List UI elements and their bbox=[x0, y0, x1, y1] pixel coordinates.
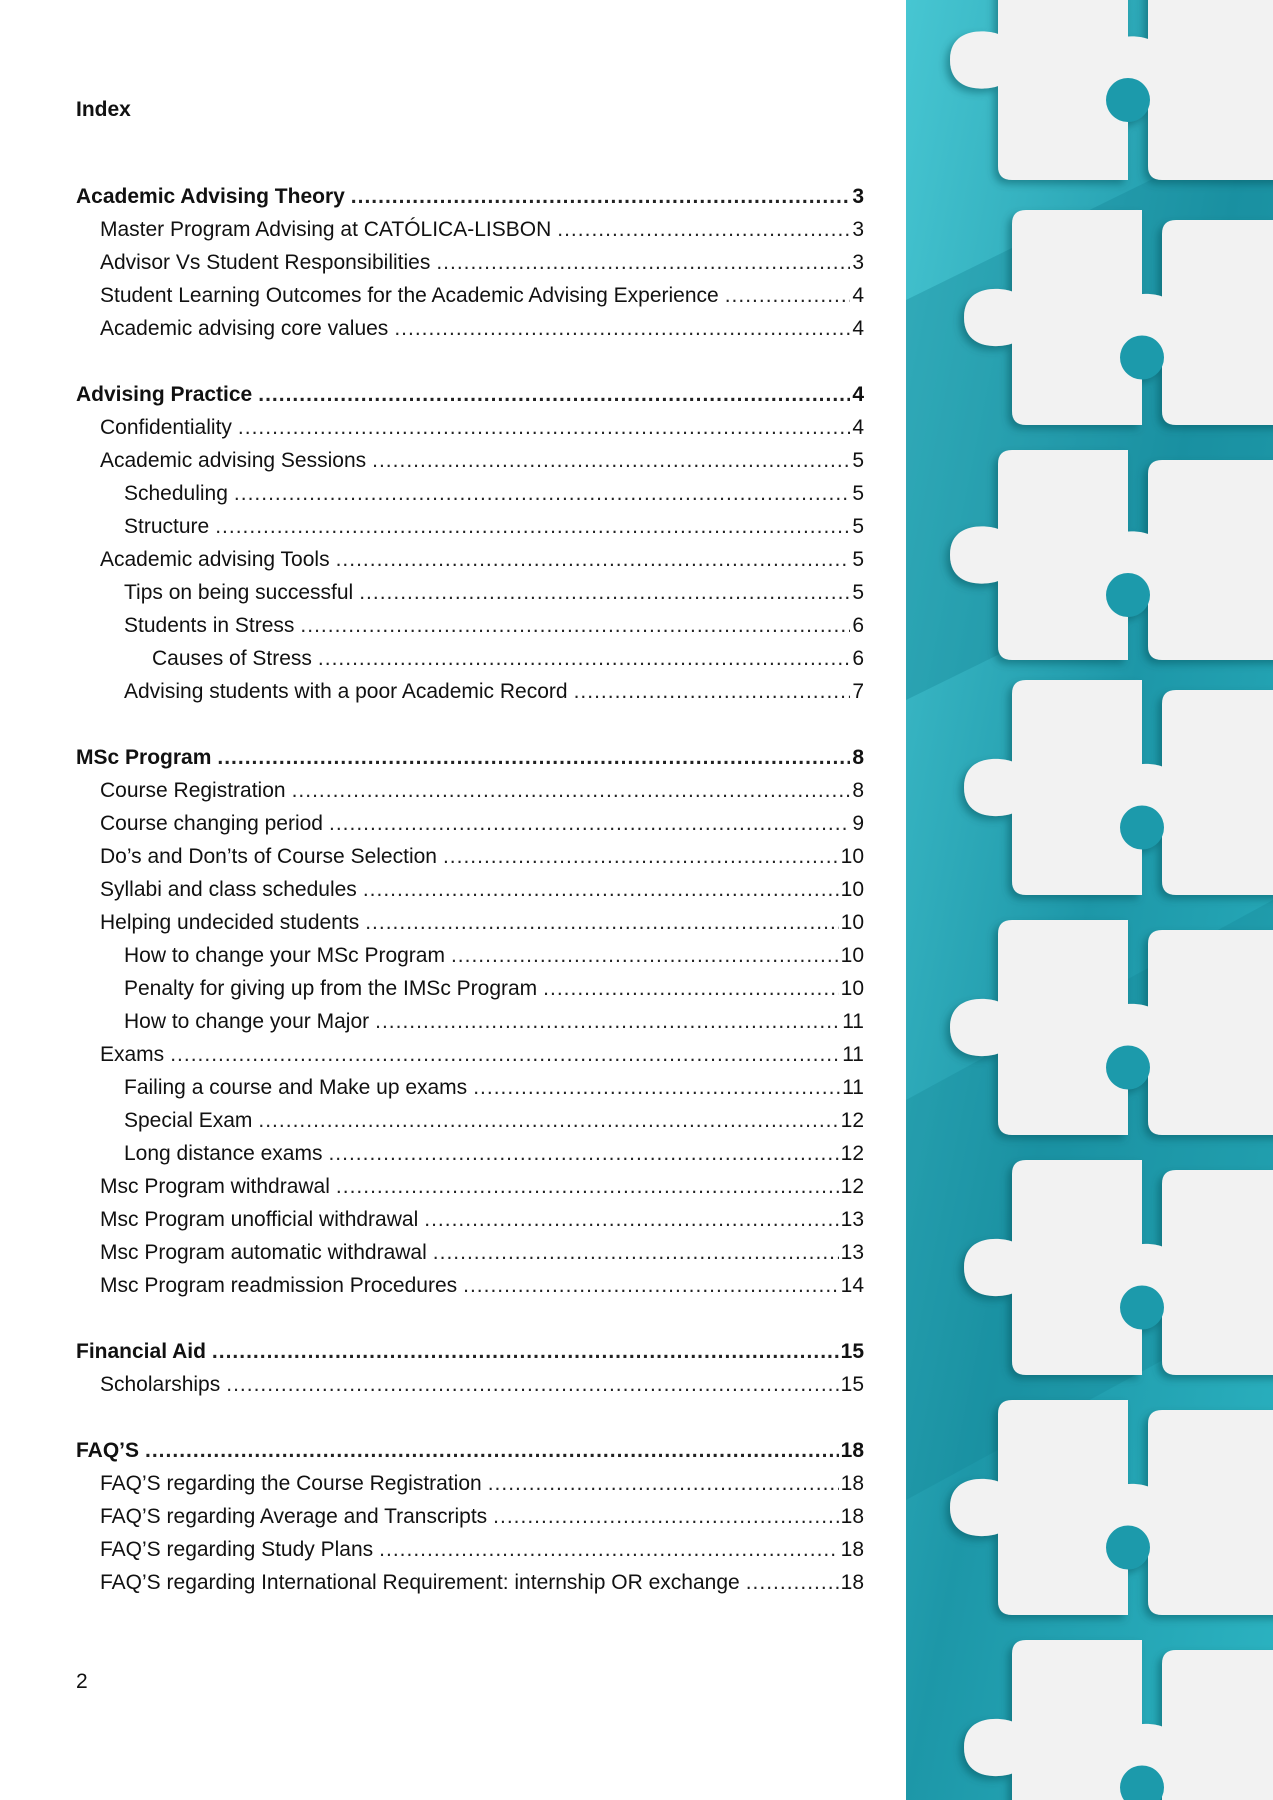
toc-entry[interactable] bbox=[76, 642, 864, 675]
toc-entry-label: Syllabi and class schedules bbox=[100, 878, 357, 901]
toc-entry[interactable] bbox=[76, 510, 864, 543]
table-of-contents bbox=[76, 96, 864, 1599]
toc-page-number: 3 bbox=[852, 251, 864, 274]
toc-entry-label: How to change your Major bbox=[124, 1010, 370, 1033]
section-spacer bbox=[76, 1302, 864, 1335]
toc-page-number: 15 bbox=[840, 1373, 864, 1396]
puzzle-socket bbox=[1120, 336, 1164, 380]
toc-page-number: 5 bbox=[852, 515, 864, 538]
toc-entry[interactable] bbox=[76, 1236, 864, 1269]
toc-page-number: 4 bbox=[852, 416, 864, 439]
dot-leader bbox=[557, 213, 850, 246]
dot-leader bbox=[363, 873, 839, 906]
toc-entry-label: Scholarships bbox=[100, 1373, 221, 1396]
dot-leader bbox=[375, 1005, 840, 1038]
toc-entry-label: Causes of Stress bbox=[152, 647, 312, 670]
dot-leader bbox=[217, 741, 850, 774]
toc-entry[interactable] bbox=[76, 477, 864, 510]
toc-page-number: 6 bbox=[852, 647, 864, 670]
toc-page-number: 7 bbox=[852, 680, 864, 703]
dot-leader bbox=[473, 1071, 840, 1104]
toc-entry[interactable] bbox=[76, 906, 864, 939]
dot-leader bbox=[424, 1203, 838, 1236]
section-spacer bbox=[76, 345, 864, 378]
toc-page-number: 13 bbox=[840, 1208, 864, 1231]
toc-entry-label: Master Program Advising at CATÓLICA-LISBON bbox=[100, 218, 552, 241]
dot-leader bbox=[543, 972, 838, 1005]
toc-page-number: 18 bbox=[840, 1538, 864, 1561]
toc-entry[interactable] bbox=[76, 1071, 864, 1104]
toc-entry-label: Academic advising core values bbox=[100, 317, 389, 340]
toc-entry-label: Msc Program readmission Procedures bbox=[100, 1274, 458, 1297]
page-title: Index bbox=[76, 98, 131, 121]
puzzle-socket bbox=[1106, 573, 1150, 617]
toc-page-number: 10 bbox=[840, 878, 864, 901]
toc-section-heading[interactable] bbox=[76, 180, 864, 213]
toc-entry-label: FAQ’S regarding International Requirement: internship OR exchange bbox=[100, 1571, 740, 1594]
dot-leader bbox=[574, 675, 851, 708]
toc-entry[interactable] bbox=[76, 840, 864, 873]
toc-entry[interactable] bbox=[76, 609, 864, 642]
section-spacer bbox=[76, 1401, 864, 1434]
toc-page-number: 18 bbox=[840, 1571, 864, 1594]
toc-section-heading[interactable] bbox=[76, 741, 864, 774]
toc-entry-label: Long distance exams bbox=[124, 1142, 323, 1165]
toc-entry-label: Penalty for giving up from the IMSc Program bbox=[124, 977, 538, 1000]
dot-leader bbox=[238, 411, 850, 444]
toc-entry[interactable] bbox=[76, 1566, 864, 1599]
toc-entry[interactable] bbox=[76, 1170, 864, 1203]
toc-entry-label: MSc Program bbox=[76, 746, 212, 769]
toc-entry[interactable] bbox=[76, 213, 864, 246]
toc-entry-label: Scheduling bbox=[124, 482, 228, 505]
toc-section-heading[interactable] bbox=[76, 1434, 864, 1467]
dot-leader bbox=[463, 1269, 839, 1302]
puzzle-pieces-icon bbox=[906, 0, 1273, 1800]
toc-entry-label: Tips on being successful bbox=[124, 581, 354, 604]
dot-leader bbox=[365, 906, 838, 939]
toc-page-number: 18 bbox=[840, 1439, 864, 1462]
dot-leader bbox=[258, 1104, 838, 1137]
toc-entry-label: Structure bbox=[124, 515, 210, 538]
toc-entry[interactable] bbox=[76, 675, 864, 708]
toc-page-number: 12 bbox=[840, 1109, 864, 1132]
toc-entry[interactable] bbox=[76, 312, 864, 345]
dot-leader bbox=[145, 1434, 839, 1467]
toc-entry-label: Academic Advising Theory bbox=[76, 185, 345, 208]
puzzle-socket bbox=[1120, 1286, 1164, 1330]
dot-leader bbox=[212, 1335, 839, 1368]
toc-entry-label: FAQ’S bbox=[76, 1439, 140, 1462]
dot-leader bbox=[328, 1137, 838, 1170]
toc-section-heading[interactable] bbox=[76, 378, 864, 411]
toc-page-number: 14 bbox=[840, 1274, 864, 1297]
toc-page-number: 3 bbox=[852, 185, 864, 208]
toc-entry[interactable] bbox=[76, 774, 864, 807]
toc-entry-label: How to change your MSc Program bbox=[124, 944, 445, 967]
toc-entry-label: Student Learning Outcomes for the Academic Advising Experience bbox=[100, 284, 719, 307]
dot-leader bbox=[300, 609, 850, 642]
toc-entry-label: Msc Program unofficial withdrawal bbox=[100, 1208, 419, 1231]
toc-page-number: 12 bbox=[840, 1175, 864, 1198]
toc-entry[interactable] bbox=[76, 246, 864, 279]
dot-leader bbox=[318, 642, 850, 675]
toc-entry-label: Academic advising Tools bbox=[100, 548, 330, 571]
toc-page-number: 10 bbox=[840, 977, 864, 1000]
toc-entry-label: Msc Program withdrawal bbox=[100, 1175, 330, 1198]
toc-page-number: 10 bbox=[840, 845, 864, 868]
toc-entry[interactable] bbox=[76, 1137, 864, 1170]
dot-leader bbox=[359, 576, 850, 609]
toc-entry-label: Do’s and Don’ts of Course Selection bbox=[100, 845, 437, 868]
toc-page-number: 5 bbox=[852, 449, 864, 472]
toc-page-number: 4 bbox=[852, 284, 864, 307]
dot-leader bbox=[234, 477, 850, 510]
toc-entry[interactable] bbox=[76, 873, 864, 906]
toc-page-number: 18 bbox=[840, 1472, 864, 1495]
dot-leader bbox=[488, 1467, 839, 1500]
toc-entry[interactable] bbox=[76, 279, 864, 312]
toc-entry[interactable] bbox=[76, 543, 864, 576]
toc-page-number: 18 bbox=[840, 1505, 864, 1528]
toc-page-number: 3 bbox=[852, 218, 864, 241]
dot-leader bbox=[372, 444, 850, 477]
dot-leader bbox=[443, 840, 839, 873]
toc-page-number: 12 bbox=[840, 1142, 864, 1165]
dot-leader bbox=[493, 1500, 838, 1533]
toc-entry[interactable] bbox=[76, 444, 864, 477]
toc-entry-label: FAQ’S regarding Average and Transcripts bbox=[100, 1505, 488, 1528]
toc-page-number: 8 bbox=[852, 779, 864, 802]
puzzle-socket bbox=[1106, 78, 1150, 122]
toc-entry[interactable] bbox=[76, 576, 864, 609]
dot-leader bbox=[336, 543, 851, 576]
toc-entry[interactable] bbox=[76, 1203, 864, 1236]
dot-leader bbox=[746, 1566, 839, 1599]
dot-leader bbox=[329, 807, 850, 840]
toc-entry-label: Financial Aid bbox=[76, 1340, 206, 1363]
puzzle-socket bbox=[1120, 806, 1164, 850]
dot-leader bbox=[170, 1038, 840, 1071]
toc-entry-label: Failing a course and Make up exams bbox=[124, 1076, 468, 1099]
dot-leader bbox=[292, 774, 851, 807]
toc-entry[interactable] bbox=[76, 1269, 864, 1302]
toc-entry[interactable] bbox=[76, 411, 864, 444]
toc-page-number: 5 bbox=[852, 581, 864, 604]
toc-page-number: 15 bbox=[840, 1340, 864, 1363]
page-number: 2 bbox=[76, 1670, 88, 1693]
toc-entry-label: Advising students with a poor Academic Record bbox=[124, 680, 568, 703]
toc-entry[interactable] bbox=[76, 972, 864, 1005]
dot-leader bbox=[215, 510, 850, 543]
toc-page-number: 11 bbox=[842, 1076, 864, 1099]
toc-page-number: 8 bbox=[852, 746, 864, 769]
toc-entry-label: Students in Stress bbox=[124, 614, 295, 637]
toc-entry-label: Confidentiality bbox=[100, 416, 232, 439]
toc-page-number: 9 bbox=[852, 812, 864, 835]
toc-page-number: 13 bbox=[840, 1241, 864, 1264]
toc-entry-label: FAQ’S regarding the Course Registration bbox=[100, 1472, 482, 1495]
puzzle-socket bbox=[1106, 1526, 1150, 1570]
section-spacer bbox=[76, 708, 864, 741]
toc-page-number: 10 bbox=[840, 911, 864, 934]
toc-page-number: 11 bbox=[842, 1010, 864, 1033]
toc-entry-label: Course Registration bbox=[100, 779, 286, 802]
dot-leader bbox=[351, 180, 851, 213]
toc-page-number: 6 bbox=[852, 614, 864, 637]
toc-page-number: 11 bbox=[842, 1043, 864, 1066]
toc-entry[interactable] bbox=[76, 1104, 864, 1137]
dot-leader bbox=[394, 312, 850, 345]
toc-page-number: 10 bbox=[840, 944, 864, 967]
toc-entry-label: Course changing period bbox=[100, 812, 323, 835]
toc-list bbox=[76, 180, 864, 1599]
dot-leader bbox=[433, 1236, 839, 1269]
toc-entry[interactable] bbox=[76, 1500, 864, 1533]
toc-section-heading[interactable] bbox=[76, 1335, 864, 1368]
toc-entry-label: FAQ’S regarding Study Plans bbox=[100, 1538, 374, 1561]
dot-leader bbox=[379, 1533, 838, 1566]
dot-leader bbox=[336, 1170, 839, 1203]
toc-page-number: 4 bbox=[852, 383, 864, 406]
toc-entry-label: Msc Program automatic withdrawal bbox=[100, 1241, 427, 1264]
dot-leader bbox=[436, 246, 850, 279]
dot-leader bbox=[451, 939, 839, 972]
toc-entry-label: Helping undecided students bbox=[100, 911, 360, 934]
dot-leader bbox=[226, 1368, 838, 1401]
toc-page-number: 4 bbox=[852, 317, 864, 340]
dot-leader bbox=[258, 378, 850, 411]
toc-page-number: 5 bbox=[852, 482, 864, 505]
puzzle-socket bbox=[1106, 1046, 1150, 1090]
toc-entry[interactable] bbox=[76, 1533, 864, 1566]
toc-page-number: 5 bbox=[852, 548, 864, 571]
toc-entry[interactable] bbox=[76, 939, 864, 972]
toc-entry[interactable] bbox=[76, 1467, 864, 1500]
dot-leader bbox=[725, 279, 851, 312]
toc-entry[interactable] bbox=[76, 807, 864, 840]
toc-entry[interactable] bbox=[76, 1005, 864, 1038]
puzzle-decoration-panel bbox=[906, 0, 1273, 1800]
toc-entry-label: Academic advising Sessions bbox=[100, 449, 367, 472]
toc-entry-label: Special Exam bbox=[124, 1109, 253, 1132]
toc-entry[interactable] bbox=[76, 1038, 864, 1071]
toc-entry-label: Advisor Vs Student Responsibilities bbox=[100, 251, 431, 274]
toc-entry-label: Advising Practice bbox=[76, 383, 253, 406]
toc-entry[interactable] bbox=[76, 1368, 864, 1401]
toc-entry-label: Exams bbox=[100, 1043, 165, 1066]
